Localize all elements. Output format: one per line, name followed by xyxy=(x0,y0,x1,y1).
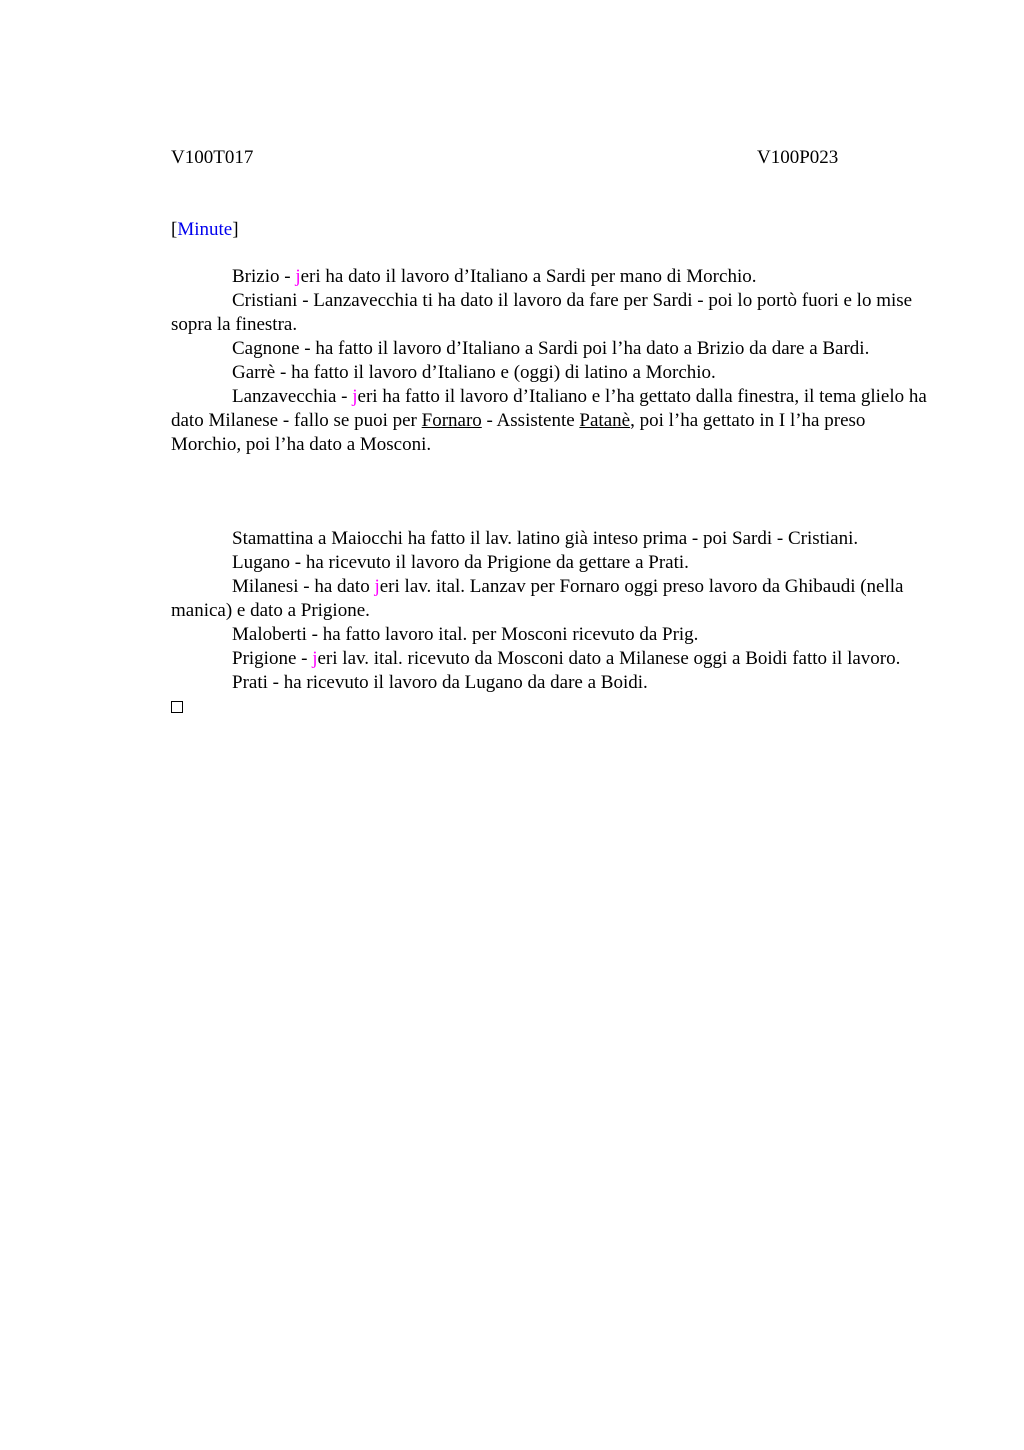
paragraph-cristiani: Cristiani - Lanzavecchia ti ha dato il lavoro da fare per Sardi - poi lo portò fuori e lo mise sopra la finestra. xyxy=(171,290,913,335)
paragraph-text: eri lav. ital. ricevuto da Mosconi dato a Milanese oggi a Boidi fatto il lavoro. xyxy=(317,648,901,669)
document-code-left: V100T017 xyxy=(171,147,254,168)
paragraph-text: Milanesi - ha dato xyxy=(232,576,375,597)
paragraph-milanesi xyxy=(171,575,931,623)
open-bracket: [ xyxy=(171,219,178,240)
underlined-name-fornaro: Fornaro xyxy=(421,410,482,431)
underlined-name-patane: Patanè xyxy=(579,410,631,431)
end-marker-square xyxy=(171,701,183,713)
minutes-block-2 xyxy=(171,527,931,695)
document-code-right: V100P023 xyxy=(757,147,839,168)
paragraph-text: eri ha fatto il lavoro d’Italiano e l’ha gettato dalla finestra, il tema glielo ha dato Milanese - fallo se puoi per xyxy=(171,386,927,431)
paragraph-text: Prigione - xyxy=(232,648,313,669)
page-header xyxy=(171,145,931,171)
section-label xyxy=(171,217,931,243)
paragraph-text: Brizio - xyxy=(232,266,296,287)
paragraph-text: eri ha dato il lavoro d’Italiano a Sardi per mano di Morchio. xyxy=(300,266,757,287)
j-marker: j xyxy=(312,648,318,669)
block-spacer xyxy=(171,457,931,527)
paragraph-cagnone: Cagnone - ha fatto il lavoro d’Italiano a Sardi poi l’ha dato a Brizio da dare a Bardi. xyxy=(232,338,870,359)
paragraph-text: , poi l’ha gettato in I l’ha preso Morchio, poi l’ha dato a Mosconi. xyxy=(171,410,866,455)
paragraph-prigione xyxy=(171,647,931,671)
paragraph-lugano: Lugano - ha ricevuto il lavoro da Prigione da gettare a Prati. xyxy=(232,552,689,573)
paragraph-maloberti: Maloberti - ha fatto lavoro ital. per Mosconi ricevuto da Prig. xyxy=(232,624,699,645)
paragraph-text: Lanzavecchia - xyxy=(232,386,353,407)
minute-link[interactable]: Minute xyxy=(177,219,233,240)
paragraph-brizio xyxy=(171,265,931,289)
close-bracket: ] xyxy=(232,219,239,240)
paragraph-lanzavecchia xyxy=(171,385,931,457)
paragraph-text: eri lav. ital. Lanzav per Fornaro oggi preso lavoro da Ghibaudi (nella manica) e dato a Prigione. xyxy=(171,576,904,621)
j-marker: j xyxy=(352,386,358,407)
j-marker: j xyxy=(374,576,380,597)
paragraph-garre: Garrè - ha fatto il lavoro d’Italiano e (oggi) di latino a Morchio. xyxy=(232,362,716,383)
paragraph-prati: Prati - ha ricevuto il lavoro da Lugano da dare a Boidi. xyxy=(232,672,648,693)
paragraph-text: - Assistente xyxy=(481,410,580,431)
minutes-block-1 xyxy=(171,265,931,457)
paragraph-stamattina: Stamattina a Maiocchi ha fatto il lav. latino già inteso prima - poi Sardi - Cristiani. xyxy=(232,528,859,549)
document-page xyxy=(171,145,931,713)
j-marker: j xyxy=(295,266,301,287)
